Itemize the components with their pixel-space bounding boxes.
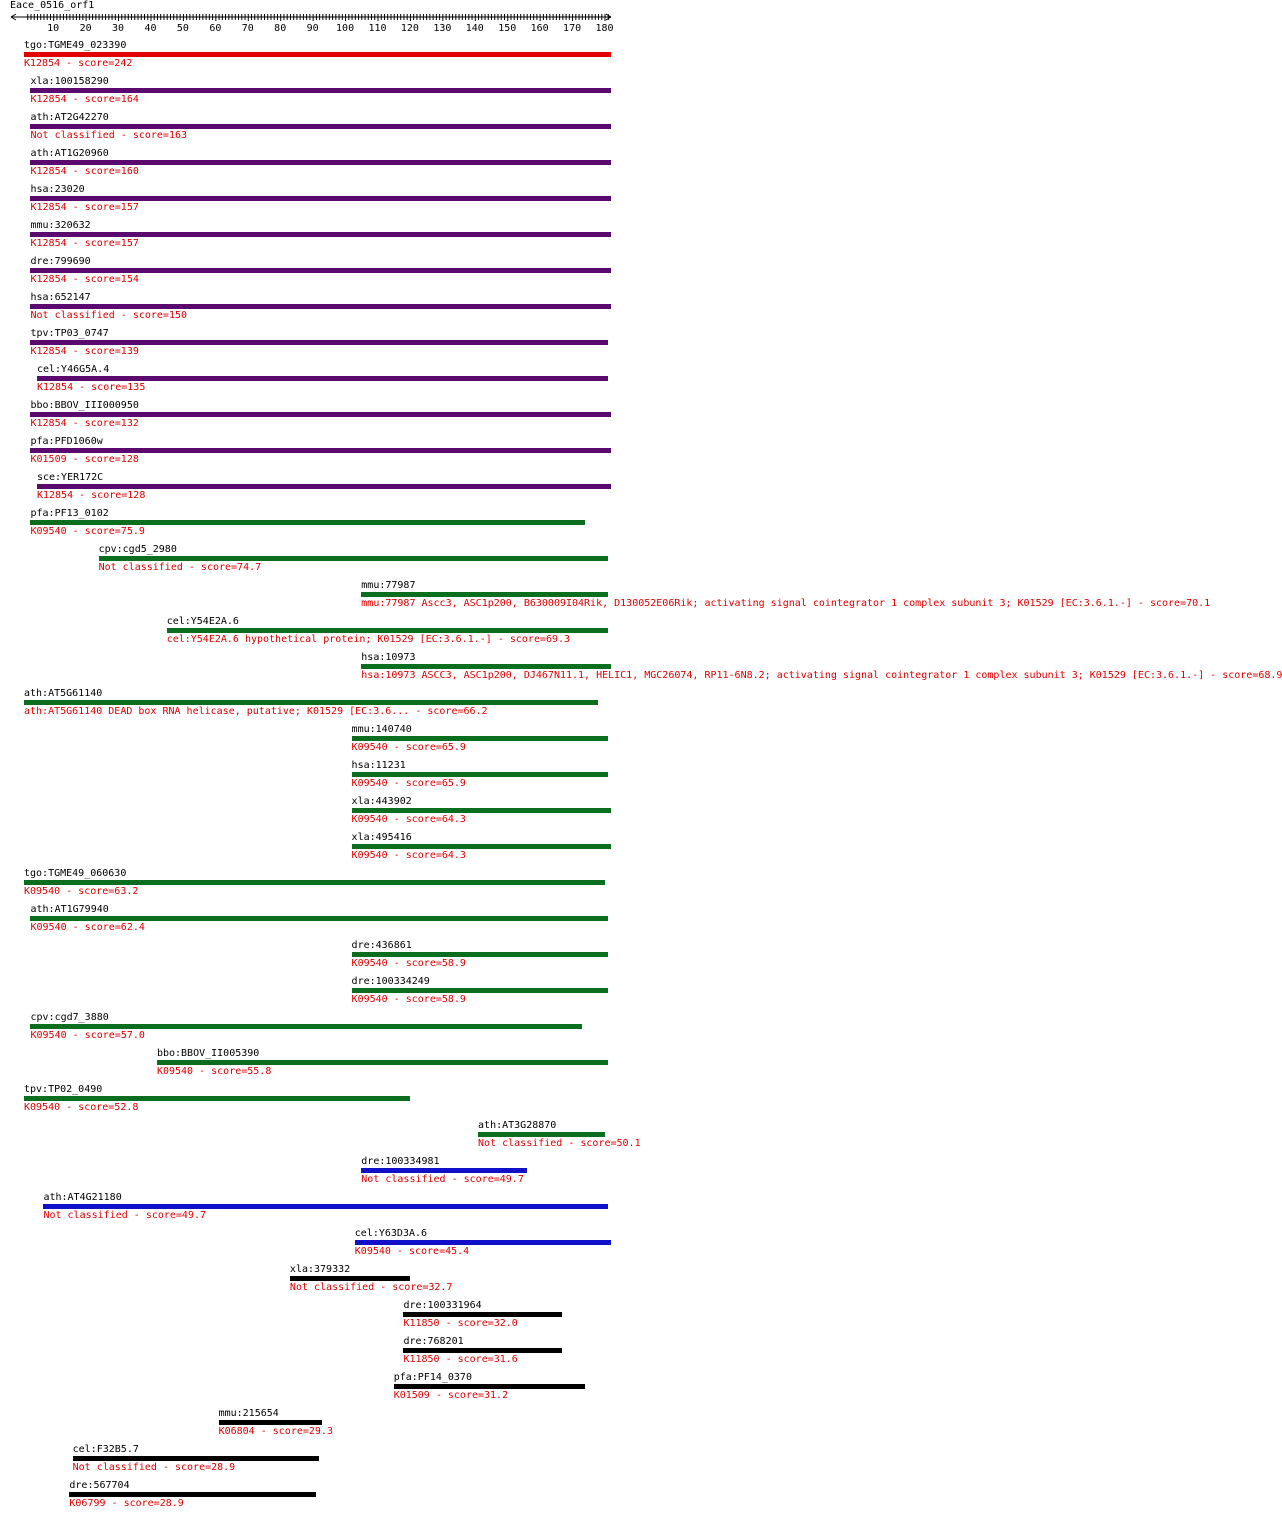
ruler-tick-label: 140	[465, 23, 484, 34]
hit-label[interactable]: cel:Y63D3A.6	[354, 1228, 428, 1239]
hit-bar[interactable]	[30, 268, 611, 273]
hit-info[interactable]: K09540 - score=62.4	[30, 922, 145, 933]
hit-info[interactable]: K09540 - score=57.0	[30, 1030, 145, 1041]
hit-label[interactable]: xla:495416	[351, 832, 412, 843]
hit-label[interactable]: tgo:TGME49_023390	[24, 40, 127, 51]
hit-label[interactable]: ath:AT3G28870	[478, 1120, 557, 1131]
hit-bar[interactable]	[24, 700, 598, 705]
hit-bar[interactable]	[69, 1492, 315, 1497]
hit-info[interactable]: K12854 - score=154	[30, 274, 139, 285]
hit-label[interactable]: xla:443902	[351, 796, 412, 807]
hit-bar[interactable]	[478, 1132, 604, 1137]
hit-bar[interactable]	[355, 1240, 611, 1245]
hit-label[interactable]: dre:799690	[30, 256, 91, 267]
ruler-tick-label: 110	[368, 23, 387, 34]
hit-info[interactable]: Not classified - score=49.7	[361, 1174, 524, 1185]
position-ruler	[0, 0, 620, 34]
hit-bar[interactable]	[30, 160, 611, 165]
hit-info[interactable]: K12854 - score=135	[36, 382, 146, 393]
hit-label[interactable]: mmu:320632	[30, 220, 91, 231]
hit-info[interactable]: K09540 - score=75.9	[30, 526, 145, 537]
hit-label[interactable]: dre:100334981	[361, 1156, 440, 1167]
ruler-tick-label: 130	[433, 23, 452, 34]
hit-label[interactable]: pfa:PF14_0370	[393, 1372, 472, 1383]
hit-bar[interactable]	[24, 1096, 410, 1101]
hit-bar[interactable]	[361, 592, 607, 597]
hit-label[interactable]: dre:768201	[403, 1336, 464, 1347]
hit-info[interactable]: hsa:10973 ASCC3, ASC1p200, DJ467N11.1, HELIC1, MGC26074, RP11-6N8.2; activating signal cointegrator 1 complex subunit 3; K01529 [EC:3.6.1.-] - score=68.9	[361, 670, 1282, 681]
hit-info[interactable]: K06804 - score=29.3	[218, 1426, 333, 1437]
hit-bar[interactable]	[352, 736, 608, 741]
hit-bar[interactable]	[37, 484, 611, 489]
hit-info[interactable]: Not classified - score=49.7	[43, 1210, 207, 1221]
ruler-tick-label: 50	[176, 23, 189, 34]
hit-bar[interactable]	[290, 1276, 410, 1281]
hit-label[interactable]: tgo:TGME49_060630	[24, 868, 127, 879]
ruler-tick-label: 30	[112, 23, 125, 34]
hit-info[interactable]: mmu:77987 Ascc3, ASC1p200, B630009I04Rik, D130052E06Rik; activating signal cointegrator 1 complex subunit 3; K01529 [EC:3.6.1.-] - score=70.1	[361, 598, 1211, 609]
hit-label[interactable]: pfa:PFD1060w	[30, 436, 103, 447]
ruler-tick-label: 160	[530, 23, 549, 34]
hit-bar[interactable]	[352, 988, 608, 993]
hit-bar[interactable]	[361, 1168, 526, 1173]
hit-bar[interactable]	[30, 1024, 581, 1029]
hit-info[interactable]: K12854 - score=160	[30, 166, 139, 177]
hit-label[interactable]: dre:100331964	[403, 1300, 482, 1311]
hit-label[interactable]: pfa:PF13_0102	[30, 508, 109, 519]
hit-label[interactable]: ath:AT1G20960	[30, 148, 109, 159]
hit-info[interactable]: cel:Y54E2A.6 hypothetical protein; K01529 [EC:3.6.1.-] - score=69.3	[166, 634, 571, 645]
hit-bar[interactable]	[394, 1384, 585, 1389]
ruler-tick-label: 120	[400, 23, 419, 34]
hit-label[interactable]: ath:AT4G21180	[43, 1192, 122, 1203]
hit-info[interactable]: K09540 - score=64.3	[351, 814, 466, 825]
ruler-tick-label: 170	[563, 23, 582, 34]
hit-bar[interactable]	[403, 1312, 562, 1317]
hit-info[interactable]: K09540 - score=45.4	[354, 1246, 470, 1257]
hit-label[interactable]: tpv:TP02_0490	[24, 1084, 103, 1095]
hit-info[interactable]: Not classified - score=150	[30, 310, 188, 321]
hit-bar[interactable]	[24, 52, 611, 57]
hit-bar[interactable]	[30, 520, 585, 525]
hit-label[interactable]: bbo:BBOV_II005390	[156, 1048, 260, 1059]
hit-info[interactable]: K12854 - score=242	[24, 58, 133, 69]
hit-info[interactable]: K09540 - score=65.9	[351, 742, 466, 753]
hit-info[interactable]: K12854 - score=157	[30, 202, 139, 213]
ruler-tick-label: 80	[274, 23, 287, 34]
hit-info[interactable]: ath:AT5G61140 DEAD box RNA helicase, putative; K01529 [EC:3.6... - score=66.2	[24, 706, 488, 717]
hit-label[interactable]: hsa:652147	[30, 292, 91, 303]
hit-bar[interactable]	[352, 808, 611, 813]
hit-label[interactable]: dre:567704	[69, 1480, 130, 1491]
hit-bar[interactable]	[352, 772, 608, 777]
hit-bar[interactable]	[157, 1060, 608, 1065]
hit-label[interactable]: dre:100334249	[351, 976, 430, 987]
hit-label[interactable]: ath:AT1G79940	[30, 904, 109, 915]
hit-bar[interactable]	[73, 1456, 319, 1461]
ruler-tick-label: 100	[336, 23, 355, 34]
hit-label[interactable]: tpv:TP03_0747	[30, 328, 109, 339]
hit-bar[interactable]	[37, 376, 608, 381]
hit-info[interactable]: K09540 - score=55.8	[156, 1066, 272, 1077]
ruler-tick-label: 40	[144, 23, 157, 34]
hit-bar[interactable]	[30, 124, 611, 129]
ruler-tick-label: 20	[79, 23, 92, 34]
ruler-tick-label: 90	[306, 23, 319, 34]
hit-info[interactable]: K09540 - score=63.2	[24, 886, 139, 897]
hit-info[interactable]: K01509 - score=31.2	[393, 1390, 509, 1401]
hit-label[interactable]: cel:Y46G5A.4	[36, 364, 110, 375]
hit-info[interactable]: K09540 - score=58.9	[351, 958, 466, 969]
hit-bar[interactable]	[43, 1204, 607, 1209]
hit-info[interactable]: Not classified - score=32.7	[289, 1282, 453, 1293]
hit-label[interactable]: dre:436861	[351, 940, 412, 951]
hit-label[interactable]: sce:YER172C	[36, 472, 104, 483]
hit-label[interactable]: xla:379332	[289, 1264, 351, 1275]
hit-bar[interactable]	[30, 88, 611, 93]
query-name: Eace_0516_orf1	[10, 0, 95, 11]
ruler-tick-label: 10	[47, 23, 60, 34]
ruler-tick-label: 60	[209, 23, 222, 34]
hit-info[interactable]: K09540 - score=65.9	[351, 778, 466, 789]
hit-label[interactable]: hsa:11231	[351, 760, 406, 771]
hit-bar[interactable]	[30, 196, 611, 201]
hit-info[interactable]: K06799 - score=28.9	[69, 1498, 184, 1509]
hit-bar[interactable]	[30, 916, 607, 921]
hit-bar[interactable]	[403, 1348, 562, 1353]
hit-label[interactable]: cel:Y54E2A.6	[166, 616, 239, 627]
hit-info[interactable]: K12854 - score=128	[36, 490, 146, 501]
hit-bar[interactable]	[219, 1420, 323, 1425]
hit-label[interactable]: bbo:BBOV_III000950	[30, 400, 139, 411]
hit-label[interactable]: mmu:77987	[361, 580, 416, 591]
hit-info[interactable]: K12854 - score=164	[30, 94, 139, 105]
hit-bar[interactable]	[167, 628, 608, 633]
hit-label[interactable]: cpv:cgd5_2980	[98, 544, 177, 555]
hit-bar[interactable]	[30, 340, 607, 345]
hit-label[interactable]: xla:100158290	[30, 76, 109, 87]
hit-info[interactable]: Not classified - score=163	[30, 130, 188, 141]
hit-info[interactable]: K12854 - score=157	[30, 238, 139, 249]
hit-info[interactable]: K11850 - score=31.6	[403, 1354, 518, 1365]
hit-info[interactable]: Not classified - score=50.1	[478, 1138, 641, 1149]
hit-label[interactable]: hsa:10973	[361, 652, 416, 663]
hit-label[interactable]: mmu:140740	[351, 724, 412, 735]
hit-bar[interactable]	[352, 844, 611, 849]
hit-label[interactable]: ath:AT2G42270	[30, 112, 109, 123]
hit-info[interactable]: Not classified - score=28.9	[72, 1462, 236, 1473]
hit-info[interactable]: Not classified - score=74.7	[98, 562, 262, 573]
hit-info[interactable]: K09540 - score=52.8	[24, 1102, 139, 1113]
hit-label[interactable]: cpv:cgd7_3880	[30, 1012, 109, 1023]
hit-label[interactable]: ath:AT5G61140	[24, 688, 103, 699]
hit-info[interactable]: K01509 - score=128	[30, 454, 139, 465]
hit-bar[interactable]	[30, 448, 611, 453]
hit-label[interactable]: mmu:215654	[218, 1408, 279, 1419]
hit-bar[interactable]	[361, 664, 611, 669]
ruler-tick-label: 150	[498, 23, 517, 34]
hit-bar[interactable]	[24, 880, 605, 885]
hit-bar[interactable]	[30, 412, 611, 417]
hit-bar[interactable]	[30, 304, 611, 309]
hit-label[interactable]: cel:F32B5.7	[72, 1444, 139, 1455]
ruler-tick-label: 180	[595, 23, 614, 34]
hit-info[interactable]: K09540 - score=64.3	[351, 850, 466, 861]
hit-info[interactable]: K09540 - score=58.9	[351, 994, 466, 1005]
hit-bar[interactable]	[99, 556, 608, 561]
hit-info[interactable]: K12854 - score=132	[30, 418, 139, 429]
hit-info[interactable]: K11850 - score=32.0	[403, 1318, 518, 1329]
ruler-tick-label: 70	[241, 23, 254, 34]
hit-bar[interactable]	[30, 232, 611, 237]
hit-label[interactable]: hsa:23020	[30, 184, 85, 195]
hit-bar[interactable]	[352, 952, 608, 957]
hit-info[interactable]: K12854 - score=139	[30, 346, 139, 357]
